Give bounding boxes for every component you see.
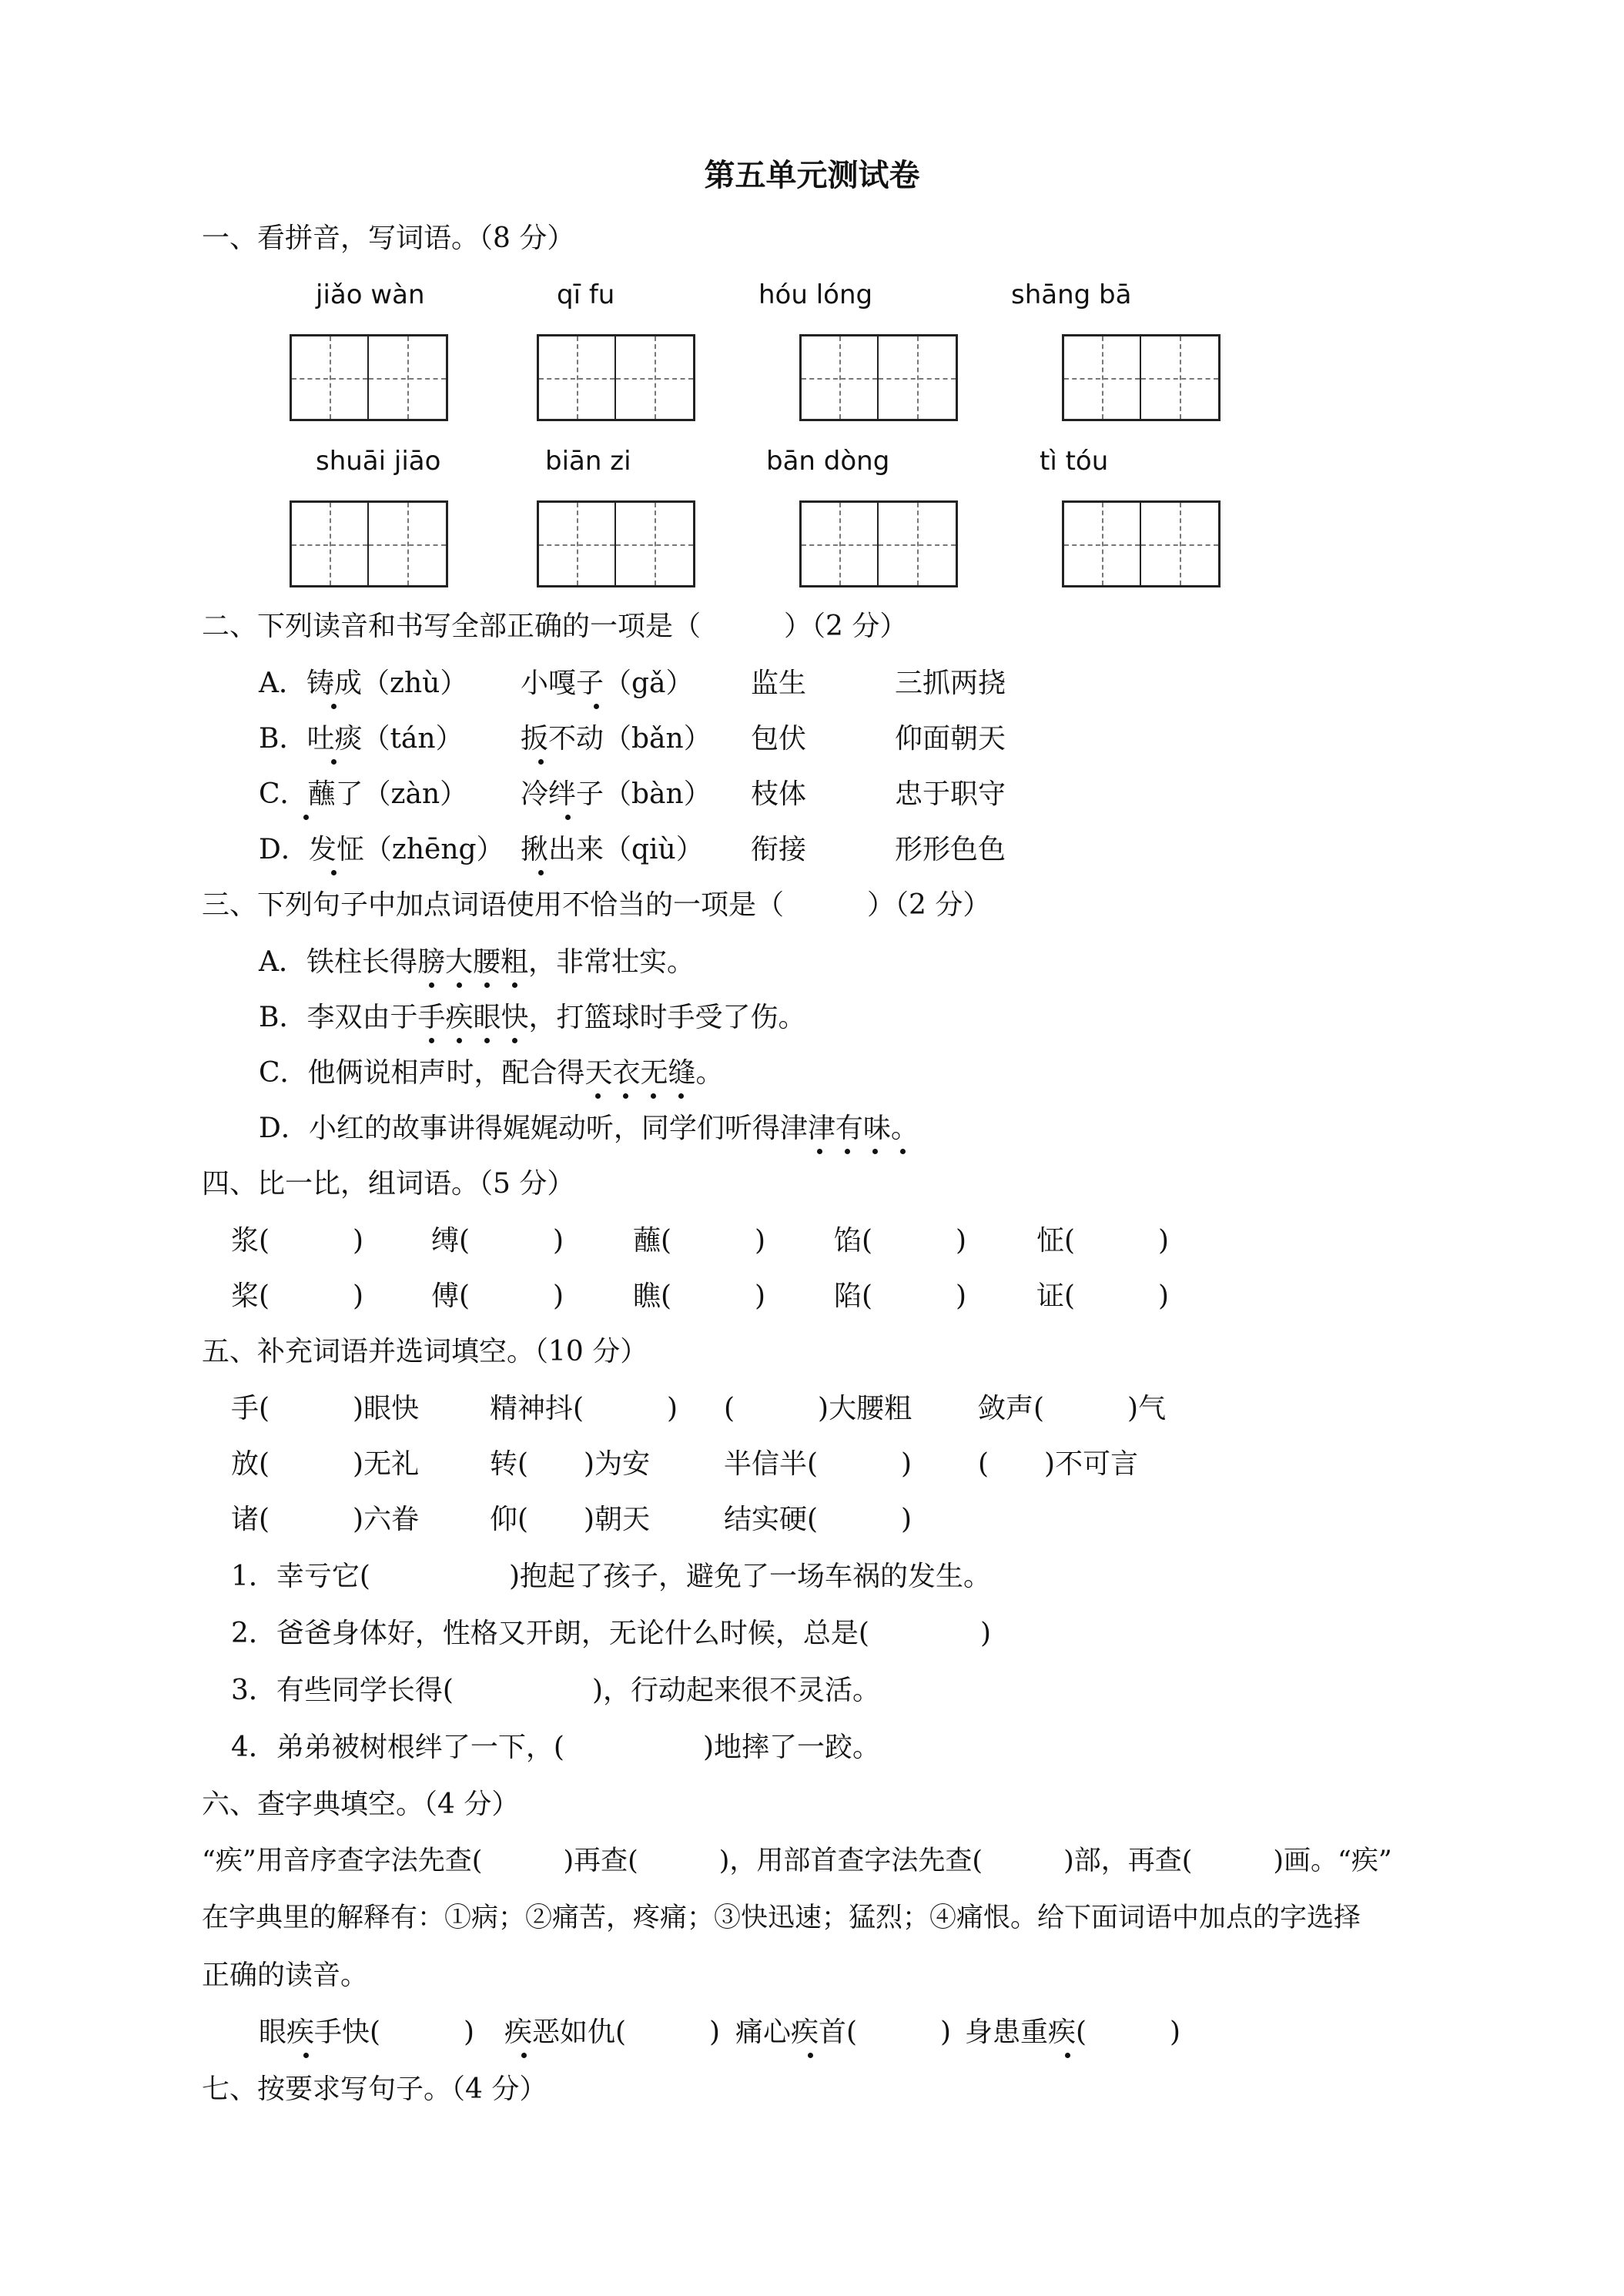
pinyin-7: bān dòng xyxy=(766,446,890,477)
emphasis-dot xyxy=(457,1038,462,1043)
emphasis-dot xyxy=(429,982,434,988)
compare-item[interactable]: 证( ) xyxy=(1036,1280,1170,1312)
emphasis-dot xyxy=(1065,2053,1070,2058)
emphasis-dot xyxy=(817,1149,822,1154)
dictionary-text-line-3: 正确的读音。 xyxy=(202,1960,369,1991)
idiom-fill[interactable]: 半信半( ) xyxy=(724,1448,912,1480)
pinyin-2: qī fu xyxy=(557,279,615,310)
compare-item[interactable]: 桨( ) xyxy=(231,1280,364,1312)
emphasis-dot xyxy=(678,1093,684,1099)
s3-option-a: A．铁柱长得膀大腰粗，非常壮实。 xyxy=(259,946,695,978)
emphasis-dot xyxy=(303,2053,309,2058)
emphasis-dot xyxy=(331,870,337,875)
s3-option-b: B．李双由于手疾眼快，打篮球时手受了伤。 xyxy=(259,1002,806,1033)
option-a-2: 小嘎子（gǎ） xyxy=(521,668,694,699)
emphasis-dot xyxy=(565,815,571,820)
emphasis-dot xyxy=(484,982,490,988)
emphasis-dot xyxy=(595,1093,601,1099)
section-4-heading: 四、比一比，组词语。（5 分） xyxy=(202,1168,575,1200)
reading-choice[interactable]: 痛心疾首( ) xyxy=(735,2017,952,2048)
idiom-fill[interactable]: 精神抖( ) xyxy=(490,1393,678,1424)
emphasis-dot xyxy=(521,2053,527,2058)
section-6-heading: 六、查字典填空。（4 分） xyxy=(202,1789,520,1820)
writing-grid[interactable] xyxy=(799,334,958,421)
pinyin-4: shāng bā xyxy=(1011,279,1132,310)
compare-item[interactable]: 陷( ) xyxy=(834,1280,967,1312)
option-c-3: 枝体 xyxy=(751,778,807,810)
emphasis-dot xyxy=(457,982,462,988)
idiom-fill[interactable]: 结实硬( ) xyxy=(724,1504,912,1535)
fill-sentence-3[interactable]: 3．有些同学长得( )，行动起来很不灵活。 xyxy=(231,1675,880,1706)
emphasis-dot xyxy=(651,1093,656,1099)
idiom-fill[interactable]: 诸( )六眷 xyxy=(231,1504,420,1535)
idiom-fill[interactable]: 敛声( )气 xyxy=(978,1393,1167,1424)
emphasis-dot xyxy=(808,2053,813,2058)
emphasis-dot xyxy=(594,704,599,709)
compare-item[interactable]: 瞧( ) xyxy=(633,1280,766,1312)
section-5-heading: 五、补充词语并选词填空。（10 分） xyxy=(202,1336,648,1367)
reading-choice[interactable]: 疾恶如仇( ) xyxy=(504,2017,721,2048)
option-a-4: 三抓两挠 xyxy=(895,668,1006,699)
option-a-3: 监生 xyxy=(751,668,807,699)
writing-grid[interactable] xyxy=(290,334,448,421)
option-b-1: B．吐痰（tán） xyxy=(259,723,464,755)
dictionary-text-line-2: 在字典里的解释有：①病；②痛苦，疼痛；③快迅速；猛烈；④痛恨。给下面词语中加点的字选择 xyxy=(202,1903,1361,1933)
idiom-fill[interactable]: 手( )眼快 xyxy=(231,1393,420,1424)
pinyin-1: jiǎo wàn xyxy=(316,279,425,310)
section-7-heading: 七、按要求写句子。（4 分） xyxy=(202,2073,547,2105)
emphasis-dot xyxy=(331,704,337,709)
compare-item[interactable]: 缚( ) xyxy=(431,1225,564,1257)
option-b-4: 仰面朝天 xyxy=(895,723,1006,755)
emphasis-dot xyxy=(512,982,517,988)
option-d-3: 衔接 xyxy=(751,834,807,865)
compare-item[interactable]: 蘸( ) xyxy=(633,1225,766,1257)
s3-option-c: C．他俩说相声时，配合得天衣无缝。 xyxy=(259,1057,724,1089)
emphasis-dot xyxy=(331,759,337,765)
option-b-2: 扳不动（bǎn） xyxy=(521,723,712,755)
reading-choice[interactable]: 眼疾手快( ) xyxy=(259,2017,475,2048)
compare-item[interactable]: 浆( ) xyxy=(231,1225,364,1257)
idiom-fill[interactable]: ( )大腰粗 xyxy=(724,1393,912,1424)
pinyin-6: biān zi xyxy=(545,446,631,477)
emphasis-dot xyxy=(872,1149,878,1154)
compare-item[interactable]: 傅( ) xyxy=(431,1280,564,1312)
idiom-fill[interactable]: 转( )为安 xyxy=(490,1448,651,1480)
compare-item[interactable]: 怔( ) xyxy=(1036,1225,1170,1257)
emphasis-dot xyxy=(538,759,544,765)
s3-option-d: D．小红的故事讲得娓娓动听，同学们听得津津有味。 xyxy=(259,1113,919,1144)
writing-grid[interactable] xyxy=(537,334,695,421)
emphasis-dot xyxy=(845,1149,850,1154)
option-d-4: 形形色色 xyxy=(895,834,1006,865)
fill-sentence-4[interactable]: 4．弟弟被树根绊了一下，( )地摔了一跤。 xyxy=(231,1732,880,1763)
emphasis-dot xyxy=(429,1038,434,1043)
writing-grid[interactable] xyxy=(1062,500,1221,587)
fill-sentence-2[interactable]: 2．爸爸身体好，性格又开朗，无论什么时候，总是( ) xyxy=(231,1618,991,1649)
writing-grid[interactable] xyxy=(1062,334,1221,421)
writing-grid[interactable] xyxy=(290,500,448,587)
section-1-heading: 一、看拼音，写词语。（8 分） xyxy=(202,223,575,254)
option-b-3: 包伏 xyxy=(751,723,807,755)
pinyin-8: tì tóu xyxy=(1040,446,1109,477)
emphasis-dot xyxy=(484,1038,490,1043)
dictionary-text-line-1: “疾”用音序查字法先查( )再查( )，用部首查字法先查( )部，再查( )画。“疾” xyxy=(202,1846,1392,1876)
idiom-fill[interactable]: ( )不可言 xyxy=(978,1448,1139,1480)
option-d-2: 揪出来（qiù） xyxy=(521,834,704,865)
emphasis-dot xyxy=(623,1093,628,1099)
emphasis-dot xyxy=(900,1149,906,1154)
writing-grid[interactable] xyxy=(799,500,958,587)
writing-grid[interactable] xyxy=(537,500,695,587)
page-title: 第五单元测试卷 xyxy=(704,157,920,193)
pinyin-5: shuāi jiāo xyxy=(316,446,441,477)
idiom-fill[interactable]: 放( )无礼 xyxy=(231,1448,420,1480)
option-c-2: 冷绊子（bàn） xyxy=(521,778,712,810)
option-a-1: A．铸成（zhù） xyxy=(259,668,468,699)
option-c-4: 忠于职守 xyxy=(895,778,1006,810)
reading-choice[interactable]: 身患重疾( ) xyxy=(965,2017,1181,2048)
section-3-heading: 三、下列句子中加点词语使用不恰当的一项是（ ）（2 分） xyxy=(202,889,991,921)
option-c-1: C．蘸了（zàn） xyxy=(259,778,468,810)
section-2-heading: 二、下列读音和书写全部正确的一项是（ ）（2 分） xyxy=(202,611,908,642)
idiom-fill[interactable]: 仰( )朝天 xyxy=(490,1504,651,1535)
emphasis-dot xyxy=(303,815,309,820)
pinyin-3: hóu lóng xyxy=(758,279,873,310)
compare-item[interactable]: 馅( ) xyxy=(834,1225,967,1257)
emphasis-dot xyxy=(538,870,544,875)
option-d-1: D．发怔（zhēng） xyxy=(259,834,504,865)
emphasis-dot xyxy=(512,1038,517,1043)
fill-sentence-1[interactable]: 1．幸亏它( )抱起了孩子，避免了一场车祸的发生。 xyxy=(231,1561,991,1592)
